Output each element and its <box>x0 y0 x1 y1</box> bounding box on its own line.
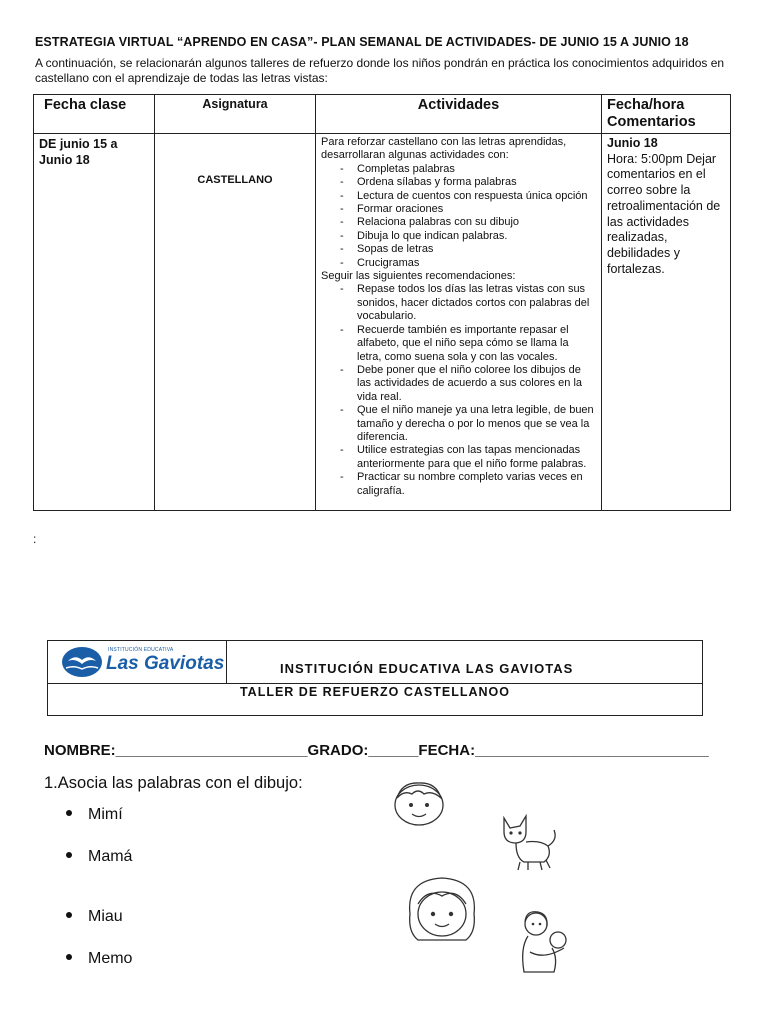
worksheet-header <box>47 640 703 716</box>
word-label: Memo <box>88 950 133 967</box>
list-item: - Ordena sílabas y forma palabras <box>357 176 596 189</box>
comentarios-fecha: Junio 18 <box>607 136 658 150</box>
list-item: - Utilice estrategias con las tapas mencionadas anteriormente para que el niño forme palabras. <box>357 444 596 471</box>
document-title: ESTRATEGIA VIRTUAL “APRENDO EN CASA”- PLAN SEMANAL DE ACTIVIDADES- DE JUNIO 15 A JUNIO 18 <box>35 35 689 49</box>
header-row <box>48 641 702 684</box>
bullet-icon <box>66 852 72 858</box>
list-item: - Crucigramas <box>357 257 596 270</box>
stray-colon: : <box>33 532 37 546</box>
list-item: - Completas palabras <box>357 163 596 176</box>
header-actividades: Actividades <box>316 95 602 134</box>
cat-icon <box>496 810 560 874</box>
list-item: - Lectura de cuentos con respuesta única opción <box>357 190 596 203</box>
question-1: 1.Asocia las palabras con el dibujo: <box>44 774 303 792</box>
actividades-intro: Para reforzar castellano con las letras aprendidas, desarrollaran algunas actividades con: <box>321 136 567 162</box>
recomendaciones-intro: Seguir las siguientes recomendaciones: <box>321 270 516 283</box>
cell-comentarios <box>602 134 731 511</box>
bullet-icon <box>66 954 72 960</box>
list-item <box>66 848 132 866</box>
list-item: - Sopas de letras <box>357 243 596 256</box>
taller-title: TALLER DE REFUERZO CASTELLANOO <box>239 685 511 699</box>
table-header-row <box>34 95 731 134</box>
header-asignatura: Asignatura <box>155 95 316 134</box>
cell-actividades <box>316 134 602 511</box>
institution-name: INSTITUCIÓN EDUCATIVA LAS GAVIOTAS <box>280 661 574 676</box>
list-item <box>66 950 132 968</box>
word-label: Miau <box>88 908 123 925</box>
girl-face-icon <box>404 874 480 944</box>
list-item: - Relaciona palabras con su dibujo <box>357 216 596 229</box>
header-comentarios: Fecha/hora Comentarios <box>602 95 731 134</box>
list-item: - Formar oraciones <box>357 203 596 216</box>
student-fields: NOMBRE:_______________________GRADO:______FECHA:____________________________ <box>44 742 709 759</box>
comentarios-texto: Hora: 5:00pm Dejar comentarios en el correo sobre la retroalimentación de las actividades realizadas, debilidades y fortalezas. <box>607 151 721 276</box>
list-item <box>66 806 123 824</box>
list-item: - Que el niño maneje ya una letra legible, de buen tamaño y derecha o por lo menos que se vea la diferencia. <box>357 404 596 444</box>
logo <box>48 641 227 683</box>
actividades-list <box>321 163 596 270</box>
table-row <box>34 134 731 511</box>
list-item: - Recuerde también es importante repasar el alfabeto, que el niño sepa cómo se llama la letra, como suena sola y con las vocales. <box>357 324 596 364</box>
list-item: - Dibuja lo que indican palabras. <box>357 230 596 243</box>
cell-asignatura: CASTELLANO <box>155 134 316 511</box>
list-item: - Practicar su nombre completo varias veces en caligrafía. <box>357 471 596 498</box>
word-label: Mamá <box>88 848 133 865</box>
intro-paragraph: A continuación, se relacionarán algunos talleres de refuerzo donde los niños pondrán en práctica los conocimientos adquiridos en castellano con el aprendizaje de todas las letras vistas: <box>35 56 725 85</box>
boy-face-icon <box>388 778 450 828</box>
list-item: - Debe poner que el niño coloree los dibujos de las actividades de acuerdo a sus colores en la vida real. <box>357 364 596 404</box>
mother-baby-icon <box>514 908 576 978</box>
logo-name: Las Gaviotas <box>106 653 225 674</box>
gull-logo-icon <box>60 645 104 679</box>
bullet-icon <box>66 912 72 918</box>
header-fecha-clase: Fecha clase <box>34 95 155 134</box>
cell-fecha: DE junio 15 a Junio 18 <box>34 134 155 511</box>
plan-table <box>33 94 731 511</box>
recomendaciones-list <box>321 283 596 498</box>
word-label: Mimí <box>88 806 123 823</box>
list-item <box>66 908 123 926</box>
bullet-icon <box>66 810 72 816</box>
list-item: - Repase todos los días las letras vistas con sus sonidos, hacer dictados cortos con palabras del vocabulario. <box>357 283 596 323</box>
logo-subtitle: INSTITUCIÓN EDUCATIVA <box>108 647 174 653</box>
